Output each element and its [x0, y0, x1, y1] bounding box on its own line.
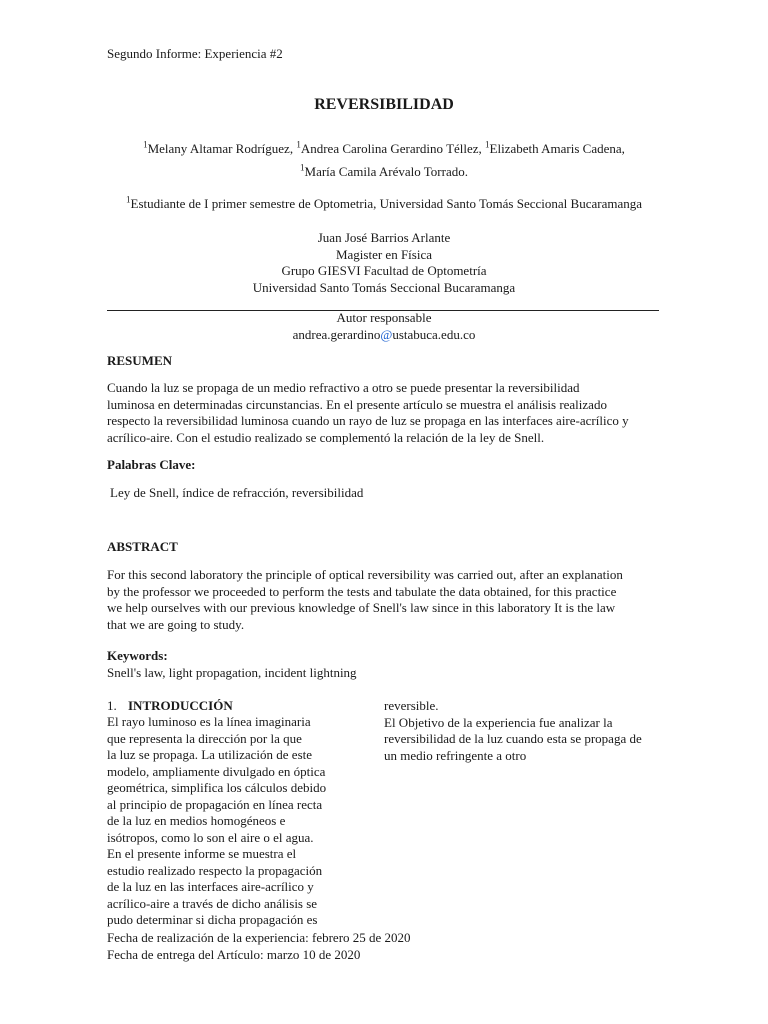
abstract-body [107, 567, 660, 633]
intro-line: la luz se propaga. La utilización de este [107, 747, 313, 762]
intro-line: estudio realizado respecto la propagación [107, 862, 323, 878]
email-at: @ [380, 326, 393, 342]
abstract-line: by the professor we proceeded to perform the tests and tabulate the data obtained, for this practice [107, 583, 617, 599]
intro-line: reversibilidad de la luz cuando esta se propaga de [384, 731, 642, 746]
resumen-line: luminosa en determinadas circunstancias. En el presente artículo se muestra el análisis realizado [107, 396, 607, 412]
affiliation-sup: 1 [126, 194, 131, 205]
author-name: Elizabeth Amaris Cadena, [489, 141, 625, 156]
advisor-university: Universidad Santo Tomás Seccional Bucaramanga [252, 279, 516, 295]
palabras-clave-text: Ley de Snell, índice de refracción, reversibilidad [110, 485, 364, 500]
intro-line: pudo determinar si dicha propagación es [107, 912, 318, 927]
intro-line: En el presente informe se muestra el [107, 846, 297, 861]
author-line-2 [100, 164, 668, 181]
section-title: INTRODUCCIÓN [128, 698, 233, 713]
keywords-text: Snell's law, light propagation, incident lightning [107, 665, 357, 680]
author-name: Melany Altamar Rodríguez, [147, 141, 297, 156]
intro-right-column [384, 698, 662, 764]
responsible-label: Autor responsable [336, 310, 432, 325]
intro-line: acrílico-aire a través de dicho análisis se [107, 895, 318, 911]
intro-line: isótropos, como lo son el aire o el agua. [107, 829, 314, 845]
fecha-realizacion: Fecha de realización de la experiencia: febrero 25 de 2020 [107, 930, 411, 945]
advisor-name: Juan José Barrios Arlante [317, 230, 451, 245]
author-name: María Camila Arévalo Torrado. [304, 164, 468, 179]
intro-line: reversible. [384, 698, 439, 713]
intro-line: de la luz en medios homogéneos e [107, 813, 286, 828]
author-name: Andrea Carolina Gerardino Téllez, [300, 141, 486, 156]
resumen-line: respecto la reversibilidad luminosa cuando un rayo de luz se propaga en las interfaces aire-acrílico y [107, 413, 629, 428]
intro-line: El Objetivo de la experiencia fue analizar la [384, 714, 613, 730]
responsible-block [100, 310, 668, 343]
advisor-block [100, 230, 668, 296]
intro-line: modelo, ampliamente divulgado en óptica [107, 763, 326, 779]
author-sup: 1 [296, 139, 301, 150]
author-sup: 1 [485, 139, 490, 150]
intro-line: geométrica, simplifica los cálculos debido [107, 780, 327, 795]
intro-line: El rayo luminoso es la línea imaginaria [107, 714, 311, 729]
abstract-line: that we are going to study. [107, 616, 245, 632]
affiliation-text: Estudiante de I primer semestre de Optometria, Universidad Santo Tomás Seccional Bucaramanga [130, 196, 642, 211]
intro-line: al principio de propagación en línea recta [107, 796, 323, 812]
advisor-group: Grupo GIESVI Facultad de Optometría [281, 263, 487, 278]
abstract-line: we help ourselves with our previous knowledge of Snell's law since in this laboratory It is the law [107, 600, 616, 615]
resumen-line: Cuando la luz se propaga de un medio refractivo a otro se puede presentar la reversibilidad [107, 380, 580, 395]
author-sup: 1 [143, 139, 148, 150]
email-domain: ustabuca.edu.co [392, 326, 476, 342]
resumen-heading: RESUMEN [107, 353, 173, 368]
section-number: 1. [107, 698, 117, 713]
paper-title: REVERSIBILIDAD [314, 96, 454, 113]
footer-dates [107, 930, 411, 963]
intro-left-column [107, 714, 355, 929]
intro-line: que representa la dirección por la que [107, 730, 302, 746]
intro-line: un medio refringente a otro [384, 747, 527, 763]
email-user: andrea.gerardino [292, 326, 381, 342]
resumen-body [107, 380, 660, 446]
resumen-line: acrílico-aire. Con el estudio realizado se complementó la relación de la ley de Snell. [107, 429, 545, 445]
fecha-entrega: Fecha de entrega del Artículo: marzo 10 de 2020 [107, 946, 361, 962]
palabras-clave-heading: Palabras Clave: [107, 457, 196, 472]
introduccion-heading [107, 698, 233, 715]
abstract-line: For this second laboratory the principle of optical reversibility was carried out, after an explanation [107, 567, 623, 582]
affiliation [100, 196, 668, 213]
author-sup: 1 [300, 162, 305, 173]
intro-line: de la luz en las interfaces aire-acrílico y [107, 879, 314, 894]
advisor-degree: Magister en Física [335, 246, 433, 262]
abstract-heading: ABSTRACT [107, 539, 178, 554]
running-header: Segundo Informe: Experiencia #2 [107, 46, 283, 61]
author-line-1 [100, 141, 668, 158]
responsible-email [100, 327, 668, 344]
keywords-heading: Keywords: [107, 648, 168, 663]
